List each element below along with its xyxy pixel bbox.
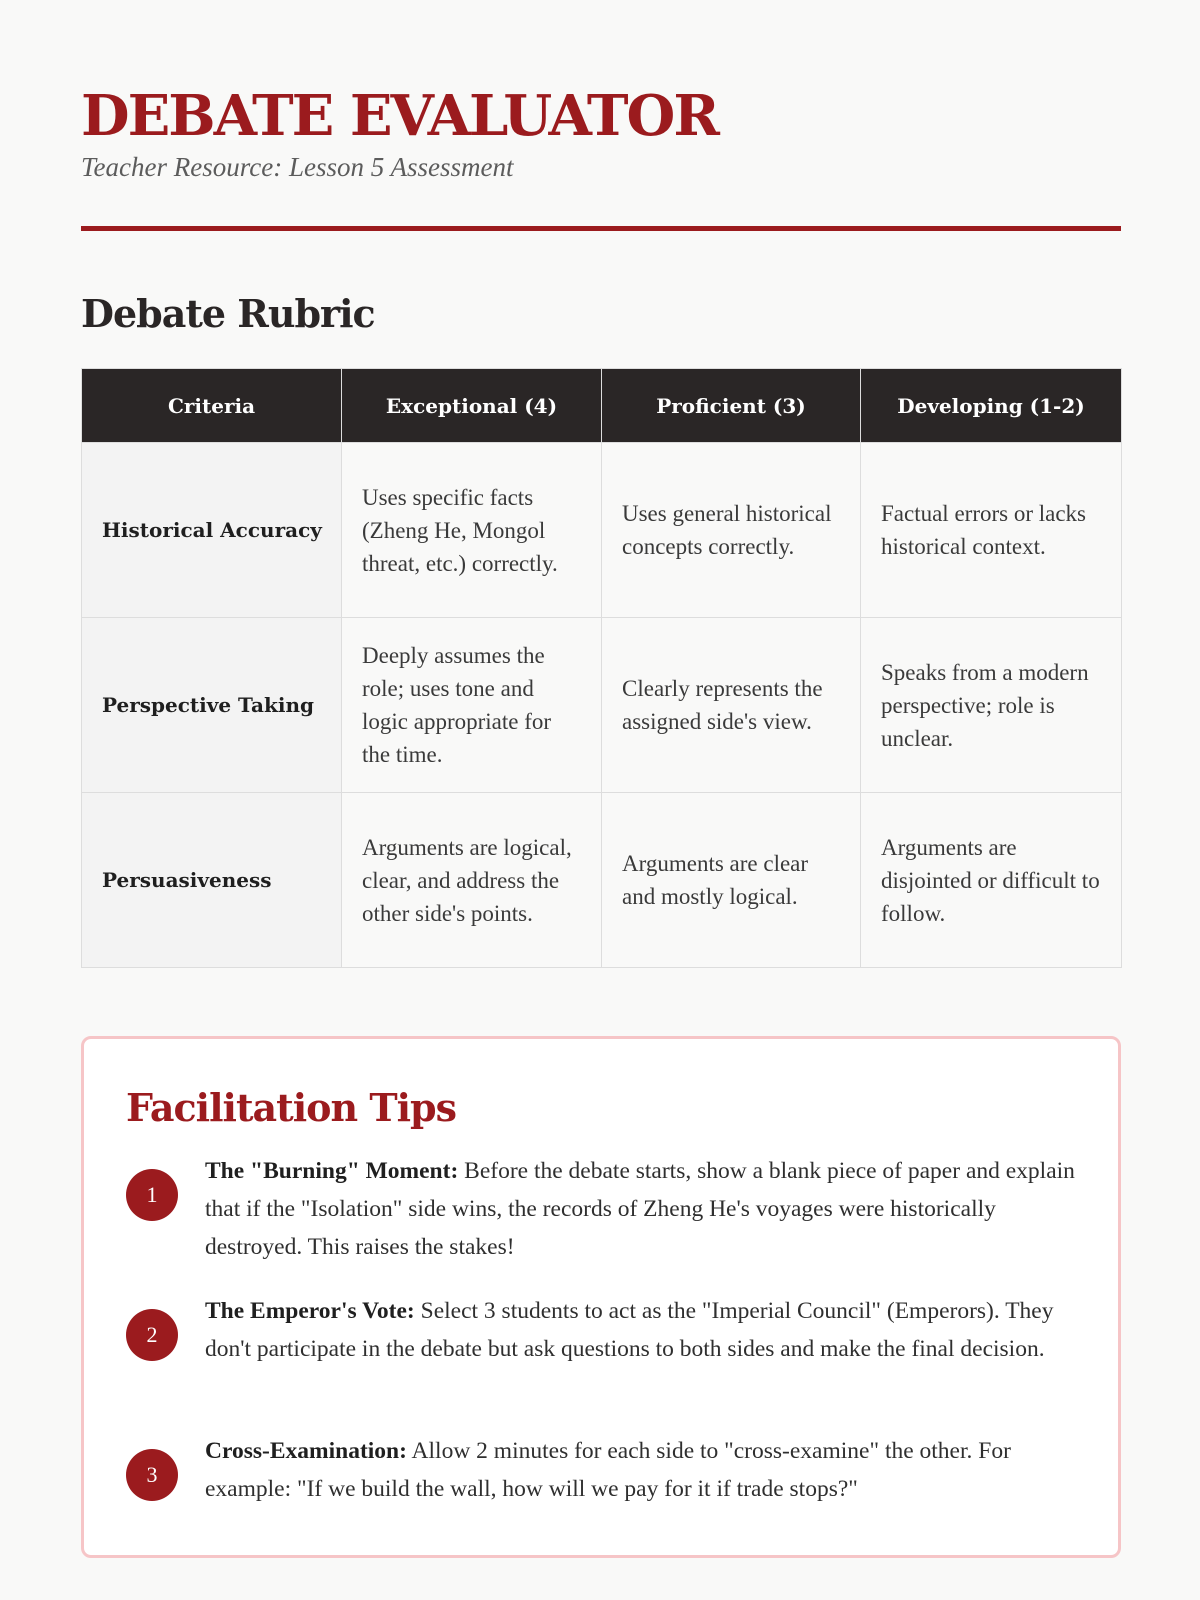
tip-number-badge: 2: [126, 1309, 178, 1361]
exceptional-cell: Deeply assumes the role; uses tone and logic appropriate for the time.: [342, 618, 602, 793]
tip-text: [205, 1152, 1085, 1266]
column-header-exceptional: Exceptional (4): [342, 369, 602, 443]
tip-heading: Cross-Examination:: [205, 1438, 407, 1464]
tip-heading: The "Burning" Moment:: [205, 1158, 459, 1184]
facilitation-tips-panel: [81, 1036, 1121, 1558]
tip-number-badge: 1: [126, 1169, 178, 1221]
title-divider: [81, 226, 1121, 231]
table-row: [82, 443, 1122, 618]
table-header-row: [82, 369, 1122, 443]
column-header-criteria: Criteria: [82, 369, 342, 443]
tip-body: Before the debate starts, show a blank piece of paper and explain that if the "Isolation" side wins, the records of Zheng He's voyages were historically destroyed. This raises the stakes!: [205, 1158, 1075, 1260]
proficient-cell: Clearly represents the assigned side's view.: [602, 618, 861, 793]
criteria-cell: Persuasiveness: [82, 793, 342, 968]
criteria-cell: Historical Accuracy: [82, 443, 342, 618]
tip-text: [205, 1432, 1085, 1508]
page-subtitle: Teacher Resource: Lesson 5 Assessment: [81, 152, 514, 182]
tip-body: Allow 2 minutes for each side to "cross-examine" the other. For example: "If we build the wall, how will we pay for it if trade stops?": [205, 1438, 1011, 1502]
tips-title: Facilitation Tips: [126, 1085, 457, 1130]
proficient-cell: Uses general historical concepts correctly.: [602, 443, 861, 618]
tip-body: Select 3 students to act as the "Imperial Council" (Emperors). They don't participate in the debate but ask questions to both sides and make the final decision.: [205, 1298, 1054, 1362]
proficient-cell: Arguments are clear and mostly logical.: [602, 793, 861, 968]
rubric-title: Debate Rubric: [81, 291, 375, 336]
developing-cell: Arguments are disjointed or difficult to follow.: [861, 793, 1122, 968]
column-header-proficient: Proficient (3): [602, 369, 861, 443]
table-row: [82, 793, 1122, 968]
tip-text: [205, 1292, 1085, 1368]
tip-number-badge: 3: [126, 1449, 178, 1501]
criteria-cell: Perspective Taking: [82, 618, 342, 793]
tip-heading: The Emperor's Vote:: [205, 1298, 415, 1324]
column-header-developing: Developing (1-2): [861, 369, 1122, 443]
exceptional-cell: Arguments are logical, clear, and address the other side's points.: [342, 793, 602, 968]
page-title: DEBATE EVALUATOR: [81, 83, 718, 149]
rubric-table: [81, 368, 1122, 968]
table-row: [82, 618, 1122, 793]
developing-cell: Factual errors or lacks historical context.: [861, 443, 1122, 618]
developing-cell: Speaks from a modern perspective; role is unclear.: [861, 618, 1122, 793]
exceptional-cell: Uses specific facts (Zheng He, Mongol threat, etc.) correctly.: [342, 443, 602, 618]
